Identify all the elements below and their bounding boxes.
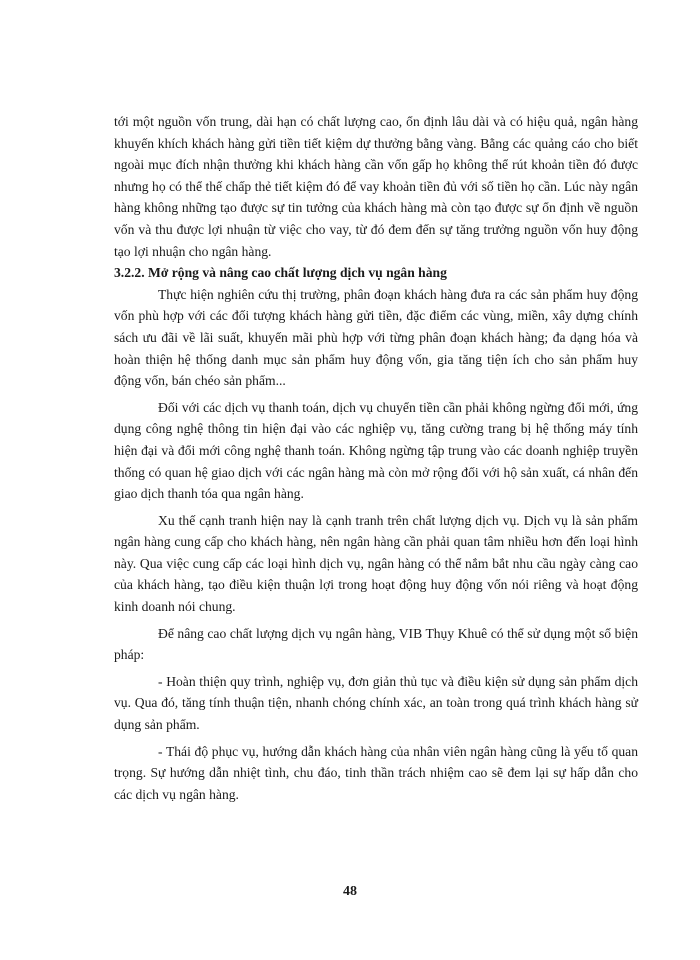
page-number: 48 (343, 884, 357, 899)
paragraph-intro: tới một nguồn vốn trung, dài hạn có chất lượng cao, ổn định lâu dài và có hiệu quả, ngân hàng khuyến khích khách hàng gửi tiền tiết kiệm dự thưởng bằng vàng. Bằng các quảng cáo cho biết ngoài mục đích nhận thưởng khi khách hàng cần vốn gấp họ không thể rút khoản tiền đó được nhưng họ có thể thế chấp thẻ tiết kiệm đó để vay khoản tiền đủ với số tiền họ cần. Lúc này ngân hàng không những tạo được sự tin tưởng của khách hàng mà còn tạo được sự ổn định về nguồn vốn và thu được lợi nhuận từ việc cho vay, từ đó đem đến sự tăng trưởng nguồn vốn huy động tạo lợi nhuận cho ngân hàng. (114, 114, 638, 259)
paragraph-measure-process: - Hoàn thiện quy trình, nghiệp vụ, đơn giản thủ tục và điều kiện sử dụng sản phẩm dịch vụ. Qua đó, tăng tính thuận tiện, nhanh chóng chính xác, an toàn trong quá trình khách hàng sử dụng sản phẩm. (114, 673, 638, 733)
paragraph-payment-services: Đối với các dịch vụ thanh toán, dịch vụ chuyển tiền cần phải không ngừng đổi mới, ứng dụng công nghệ thông tin hiện đại vào các nghiệp vụ, tăng cường trang bị hệ thống máy tính hiện đại và đổi mới công nghệ thanh toán. Không ngừng tập trung vào các doanh nghiệp truyền thống có quan hệ giao dịch với các ngân hàng mà còn mở rộng đối với hộ sản xuất, cá nhân đến giao dịch thanh tóa qua ngân hàng. (114, 399, 638, 502)
paragraph-competition-trend: Xu thế cạnh tranh hiện nay là cạnh tranh trên chất lượng dịch vụ. Dịch vụ là sản phẩm ngân hàng cung cấp cho khách hàng, nên ngân hàng cần phải quan tâm nhiều hơn đến loại hình này. Qua việc cung cấp các loại hình dịch vụ, ngân hàng có thể nắm bắt nhu cầu ngày càng cao của khách hàng, tạo điều kiện thuận lợi trong hoạt động huy động vốn nói riêng và hoạt động kinh doanh nói chung. (114, 512, 638, 615)
paragraph-measures-intro: Để nâng cao chất lượng dịch vụ ngân hàng, VIB Thụy Khuê có thể sử dụng một số biện pháp: (114, 625, 638, 663)
paragraph-measure-attitude: - Thái độ phục vụ, hướng dẫn khách hàng của nhân viên ngân hàng cũng là yếu tố quan trọng. Sự hướng dẫn nhiệt tình, chu đáo, tinh thần trách nhiệm cao sẽ đem lại sự hấp dẫn cho các dịch vụ ngân hàng. (114, 743, 638, 802)
paragraph-market-research: Thực hiện nghiên cứu thị trường, phân đoạn khách hàng đưa ra các sản phẩm huy động vốn phù hợp với các đối tượng khách hàng gửi tiền, đặc điểm các vùng, miền, xây dựng chính sách ưu đãi về lãi suất, khuyến mãi phù hợp với từng phân đoạn khách hàng; đa dạng hóa và hoàn thiện hệ thống danh mục sản phẩm huy động vốn, gia tăng tiện ích cho sản phẩm huy động vốn, bán chéo sản phẩm... (114, 286, 638, 389)
section-heading: 3.2.2. Mở rộng và nâng cao chất lượng dịch vụ ngân hàng (114, 265, 447, 281)
page-content (114, 111, 638, 805)
